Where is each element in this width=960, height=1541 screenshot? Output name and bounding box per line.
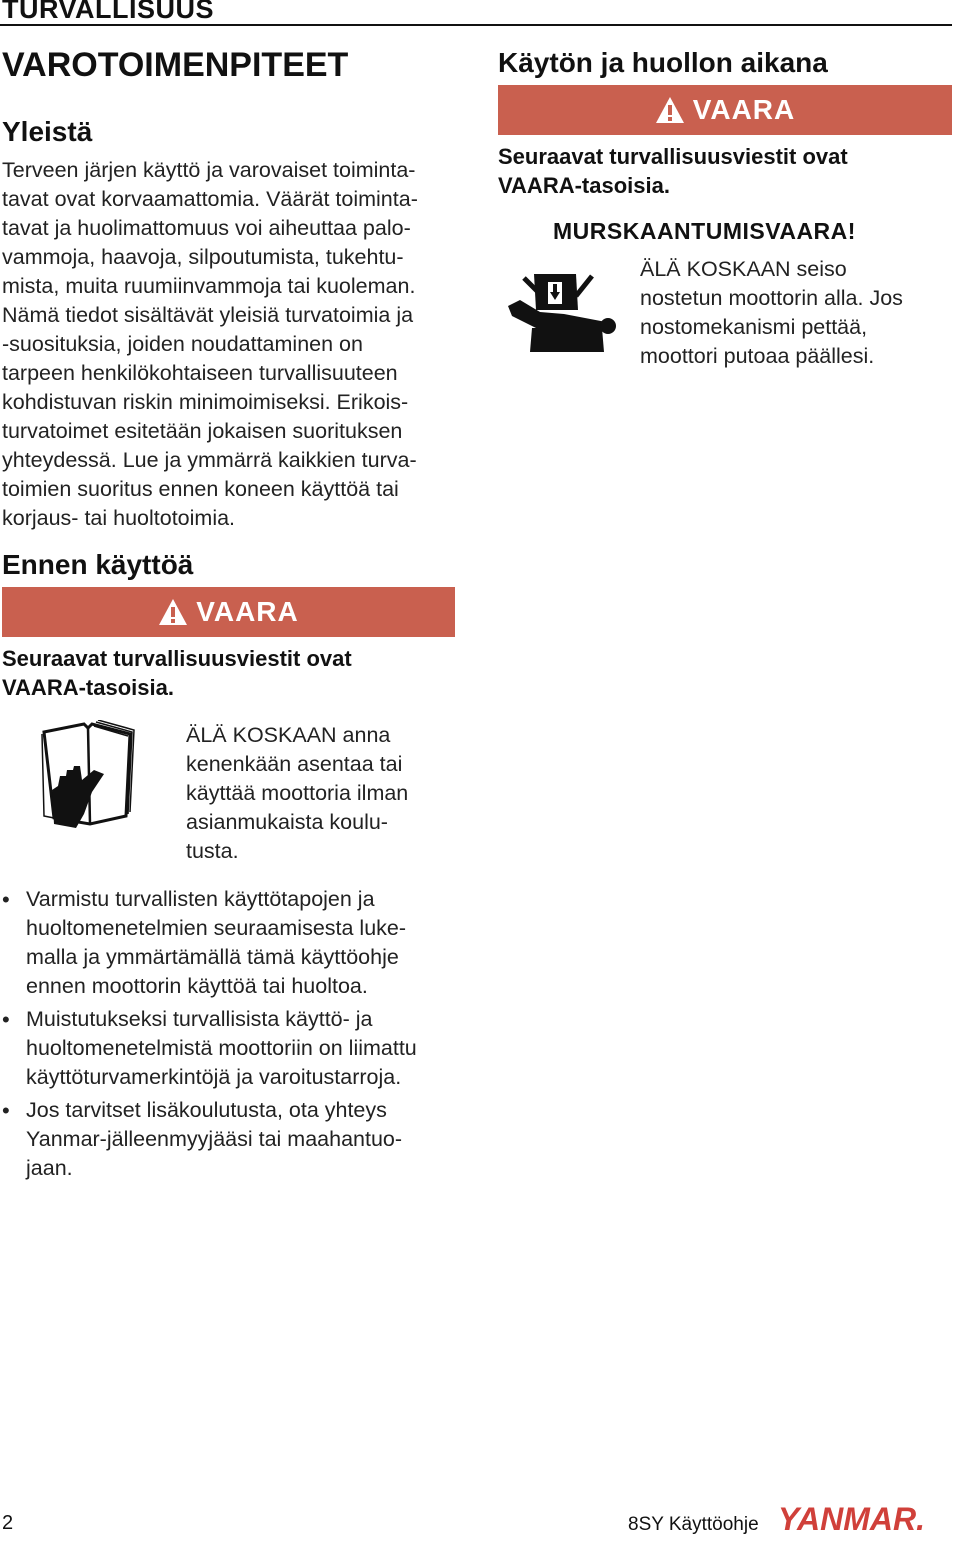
page-number: 2 [2, 1512, 14, 1534]
header-rule [0, 24, 952, 26]
manual-hand-icon [40, 720, 140, 837]
yanmar-logo [778, 1500, 954, 1541]
during-use-warning: ÄLÄ KOSKAAN seiso nostetun moottorin alla. Jos nostomekanismi pettää, moottori putoaa päällesi. [640, 257, 903, 368]
bullet-text: Muistutukseksi turvallisista käyttö- ja huoltomenetelmistä moottoriin on liimattu käyttöturvamerkintöjä ja varoitustarroja. [26, 1007, 417, 1089]
warning-triangle-icon [655, 96, 685, 124]
page-title: VAROTOIMENPITEET [2, 46, 349, 84]
during-use-heading: Käytön ja huollon aikana [498, 47, 828, 78]
section-title: TURVALLISUUS [2, 0, 215, 24]
general-heading: Yleistä [2, 116, 93, 147]
list-item [2, 885, 472, 1001]
danger-banner [2, 587, 455, 637]
danger-note: Seuraavat turvallisuusviestit ovat VAARA-tasoisia. [498, 144, 848, 198]
danger-banner [498, 85, 952, 135]
list-item [2, 1005, 472, 1092]
warning-triangle-icon [158, 598, 188, 626]
bullet-icon: • [2, 887, 10, 912]
bullet-icon: • [2, 1007, 10, 1032]
before-use-heading: Ennen käyttöä [2, 549, 194, 580]
danger-note: Seuraavat turvallisuusviestit ovat VAARA-tasoisia. [2, 646, 352, 700]
bullet-text: Varmistu turvallisten käyttötapojen ja huoltomenetelmien seuraamisesta luke- malla ja ymmärtämällä tämä käyttöohje ennen moottorin käyttöä tai huoltoa. [26, 887, 407, 998]
crush-hazard-icon [506, 270, 618, 359]
brand-text: YANMAR. [778, 1501, 925, 1536]
danger-label: VAARA [692, 94, 796, 125]
crush-hazard-title: MURSKAANTUMISVAARA! [553, 218, 856, 244]
bullet-text: Jos tarvitset lisäkoulutusta, ota yhteys Yanmar-jälleenmyyjääsi tai maahantuo- jaan. [26, 1098, 403, 1180]
document-title: 8SY Käyttöohje [628, 1514, 759, 1535]
safety-bullet-list [2, 885, 472, 1187]
before-use-warning: ÄLÄ KOSKAAN anna kenenkään asentaa tai käyttää moottoria ilman asianmukaista koulu- tusta. [186, 723, 409, 863]
list-item [2, 1096, 472, 1183]
general-paragraph: Terveen järjen käyttö ja varovaiset toiminta- tavat ovat korvaamattomia. Väärät toiminta- tavat ja huolimattomuus voi aiheuttaa palo- vammoja, haavoja, silpoutumista, tukehtu- mista, muita ruumiinvammoja tai kuoleman. Nämä tiedot sisältävät yleisiä turvatoimia ja -suosituksia, joiden noudattaminen on tarpeen henkilökohtaiseen turvallisuuteen kohdistuvan riskin minimoimiseksi. Erikois- turvatoimet esitetään jokaisen suorituksen yhteydessä. Lue ja ymmärrä kaikkien turva- toimien suoritus ennen koneen käyttöä tai korjaus- tai huoltotoimia. [2, 158, 418, 530]
danger-label: VAARA [196, 596, 299, 627]
bullet-icon: • [2, 1098, 10, 1123]
